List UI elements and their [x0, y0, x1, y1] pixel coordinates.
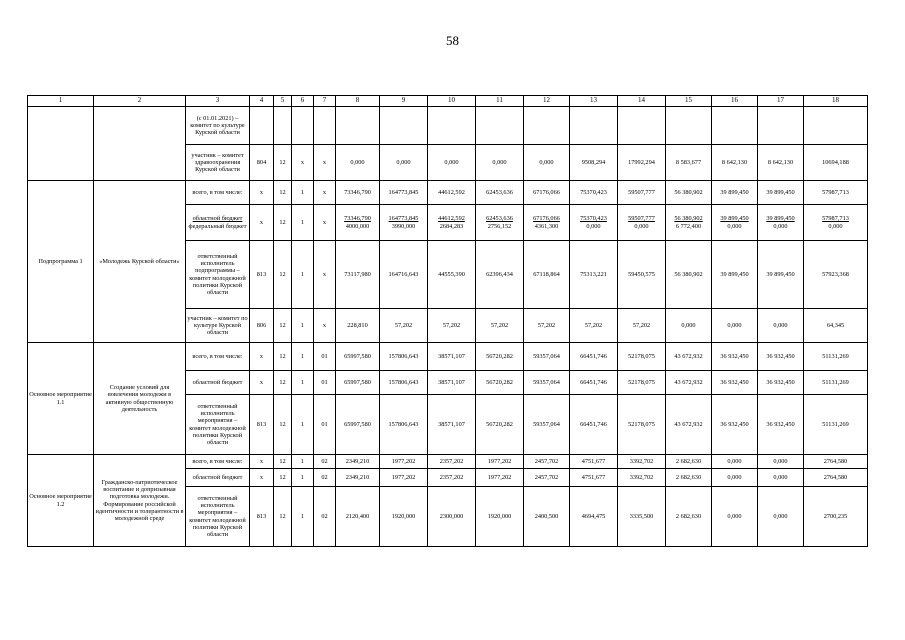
code-cell: х: [314, 241, 336, 309]
value-cell: 56720,282: [476, 371, 524, 395]
value-cell: 3392,702: [618, 469, 666, 487]
value-federal: 0,000: [586, 222, 601, 230]
code-cell: 813: [250, 487, 274, 547]
value-cell: 0,000: [758, 455, 804, 469]
code-cell: 12: [274, 395, 292, 455]
value-cell: 39 899,450: [712, 181, 758, 205]
value-cell: [380, 107, 428, 145]
value-cell: 2300,000: [428, 487, 476, 547]
code-cell: 12: [274, 343, 292, 371]
value-cell: [336, 107, 380, 145]
column-header: 1: [28, 96, 94, 107]
code-cell: 12: [274, 469, 292, 487]
row-group-title: Основное мероприятие 1.2: [28, 455, 94, 547]
row-group-title: [28, 107, 94, 181]
value-cell: 59507,777: [618, 181, 666, 205]
value-cell: 65997,580: [336, 343, 380, 371]
value-cell: [428, 205, 476, 241]
column-header: 3: [186, 96, 250, 107]
code-cell: 01: [314, 371, 336, 395]
value-cell: 1920,000: [476, 487, 524, 547]
value-cell: 0,000: [712, 487, 758, 547]
value-cell: 0,000: [758, 469, 804, 487]
value-cell: 73117,980: [336, 241, 380, 309]
value-cell: [570, 205, 618, 241]
value-cell: 75313,221: [570, 241, 618, 309]
value-federal: 4000,000: [345, 222, 370, 230]
table-row: [28, 455, 868, 469]
value-cell: 66451,746: [570, 343, 618, 371]
value-cell: 36 932,450: [758, 371, 804, 395]
code-cell: 1: [292, 309, 314, 343]
column-header: 16: [712, 96, 758, 107]
value-cell: 8 642,130: [758, 145, 804, 181]
value-cell: 57987,713: [804, 181, 868, 205]
value-cell: 65997,580: [336, 395, 380, 455]
code-cell: 1: [292, 205, 314, 241]
value-cell: 2349,210: [336, 455, 380, 469]
value-cell: 2 682,630: [666, 487, 712, 547]
code-cell: 12: [274, 371, 292, 395]
value-cell: 43 672,932: [666, 343, 712, 371]
code-cell: 12: [274, 309, 292, 343]
value-cell: 9508,294: [570, 145, 618, 181]
funding-source: ответственный исполнитель мероприятия – комитет молодежной политики Курской области: [186, 487, 250, 547]
value-regional: 73346,790: [344, 215, 371, 223]
value-cell: 2457,702: [524, 455, 570, 469]
value-cell: 0,000: [336, 145, 380, 181]
value-cell: 2764,580: [804, 455, 868, 469]
value-cell: 43 672,932: [666, 395, 712, 455]
code-cell: [314, 107, 336, 145]
value-regional: 57987,713: [822, 215, 849, 223]
column-header: 8: [336, 96, 380, 107]
value-cell: 17992,294: [618, 145, 666, 181]
column-header: 18: [804, 96, 868, 107]
code-cell: х: [250, 455, 274, 469]
value-cell: 0,000: [758, 487, 804, 547]
value-cell: 4751,677: [570, 469, 618, 487]
value-cell: 57,202: [524, 309, 570, 343]
value-cell: 44555,390: [428, 241, 476, 309]
value-cell: 59357,064: [524, 395, 570, 455]
table-row: [28, 107, 868, 145]
funding-source: областной бюджет: [186, 371, 250, 395]
budget-table: [27, 95, 868, 547]
value-regional: 39 899,450: [720, 215, 749, 223]
value-regional: 62453,636: [486, 215, 513, 223]
code-cell: 12: [274, 145, 292, 181]
value-cell: [758, 205, 804, 241]
value-cell: [380, 205, 428, 241]
value-cell: 0,000: [380, 145, 428, 181]
funding-source: участник – комитет здравоохранения Курской области: [186, 145, 250, 181]
funding-source: (с 01.01.2021) – комитет по культуре Курской области: [186, 107, 250, 145]
row-group-name: «Молодежь Курской области»: [94, 181, 186, 343]
value-cell: 10694,188: [804, 145, 868, 181]
code-cell: 1: [292, 181, 314, 205]
value-cell: 2400,500: [524, 487, 570, 547]
value-cell: 1920,000: [380, 487, 428, 547]
value-cell: 44612,592: [428, 181, 476, 205]
value-federal: 2756,152: [487, 222, 512, 230]
code-cell: 01: [314, 343, 336, 371]
value-cell: 1977,202: [380, 455, 428, 469]
column-header: 6: [292, 96, 314, 107]
value-cell: 56720,282: [476, 343, 524, 371]
value-regional: 44612,592: [438, 215, 465, 223]
value-cell: 51131,269: [804, 371, 868, 395]
value-cell: 52178,075: [618, 395, 666, 455]
value-cell: [618, 205, 666, 241]
table-row: [28, 181, 868, 205]
value-cell: 2700,235: [804, 487, 868, 547]
code-cell: 12: [274, 241, 292, 309]
value-cell: 56 380,902: [666, 241, 712, 309]
value-cell: 57,202: [476, 309, 524, 343]
value-cell: 43 672,932: [666, 371, 712, 395]
funding-source: областной бюджет: [186, 469, 250, 487]
code-cell: 1: [292, 455, 314, 469]
value-cell: 2 682,630: [666, 455, 712, 469]
value-cell: 67176,066: [524, 181, 570, 205]
value-cell: [524, 205, 570, 241]
funding-source: ответственный исполнитель подпрограммы – комитет молодежной политики Курской области: [186, 241, 250, 309]
value-cell: 2349,210: [336, 469, 380, 487]
value-cell: 62453,636: [476, 181, 524, 205]
code-cell: 12: [274, 487, 292, 547]
code-cell: 813: [250, 241, 274, 309]
value-cell: 157806,643: [380, 395, 428, 455]
value-cell: [570, 107, 618, 145]
code-cell: 1: [292, 487, 314, 547]
value-regional: 39 899,450: [766, 215, 795, 223]
column-header: 7: [314, 96, 336, 107]
code-cell: 02: [314, 455, 336, 469]
value-cell: 39 899,450: [758, 181, 804, 205]
funding-source: всего, в том числе:: [186, 181, 250, 205]
value-regional: 67176,066: [533, 215, 560, 223]
code-cell: 1: [292, 371, 314, 395]
value-cell: 157806,643: [380, 371, 428, 395]
value-cell: 59357,064: [524, 343, 570, 371]
value-cell: [804, 107, 868, 145]
column-header: 17: [758, 96, 804, 107]
value-cell: 0,000: [712, 469, 758, 487]
value-cell: 3392,702: [618, 455, 666, 469]
value-cell: 2357,202: [428, 455, 476, 469]
value-cell: 36 932,450: [758, 395, 804, 455]
value-cell: 64,345: [804, 309, 868, 343]
value-cell: 73346,790: [336, 181, 380, 205]
value-cell: 228,810: [336, 309, 380, 343]
funding-source-federal: федеральный бюджет: [188, 222, 247, 230]
code-cell: 806: [250, 309, 274, 343]
value-cell: 39 899,450: [758, 241, 804, 309]
value-cell: 36 932,450: [758, 343, 804, 371]
value-federal: 0,000: [727, 222, 742, 230]
value-cell: 56 380,902: [666, 181, 712, 205]
value-cell: 2764,580: [804, 469, 868, 487]
page-number: 58: [446, 33, 459, 48]
value-cell: 0,000: [428, 145, 476, 181]
value-cell: [804, 205, 868, 241]
column-header: 4: [250, 96, 274, 107]
value-cell: [336, 205, 380, 241]
value-cell: [476, 107, 524, 145]
value-cell: 3335,500: [618, 487, 666, 547]
code-cell: 12: [274, 181, 292, 205]
value-cell: 36 932,450: [712, 371, 758, 395]
column-header: 11: [476, 96, 524, 107]
value-federal: 0,000: [634, 222, 649, 230]
value-cell: 1977,202: [380, 469, 428, 487]
value-cell: 8 583,677: [666, 145, 712, 181]
value-cell: 65997,580: [336, 371, 380, 395]
row-group-name: Создание условий для вовлечения молодежи в активную общественную деятельность: [94, 343, 186, 455]
value-cell: 157806,643: [380, 343, 428, 371]
value-cell: 59357,064: [524, 371, 570, 395]
value-federal: 2684,283: [439, 222, 464, 230]
value-cell: 62396,434: [476, 241, 524, 309]
value-cell: 8 642,130: [712, 145, 758, 181]
value-cell: 0,000: [476, 145, 524, 181]
funding-source: всего, в том числе:: [186, 343, 250, 371]
value-cell: [758, 107, 804, 145]
value-cell: 66451,746: [570, 395, 618, 455]
value-cell: 164773,845: [380, 181, 428, 205]
code-cell: х: [250, 343, 274, 371]
value-cell: 164716,643: [380, 241, 428, 309]
value-cell: [666, 205, 712, 241]
value-federal: 4361,300: [534, 222, 559, 230]
funding-source: участник – комитет по культуре Курской области: [186, 309, 250, 343]
value-federal: 3990,000: [391, 222, 416, 230]
code-cell: 1: [292, 469, 314, 487]
value-cell: 75370,423: [570, 181, 618, 205]
value-federal: 0,000: [773, 222, 788, 230]
funding-source: всего, в том числе:: [186, 455, 250, 469]
value-cell: 0,000: [666, 309, 712, 343]
code-cell: 1: [292, 241, 314, 309]
value-cell: 38571,107: [428, 343, 476, 371]
funding-source: ответственный исполнитель мероприятия – комитет молодежной политики Курской области: [186, 395, 250, 455]
value-cell: 67118,864: [524, 241, 570, 309]
value-cell: 1977,202: [476, 455, 524, 469]
column-header: 12: [524, 96, 570, 107]
value-regional: 56 380,902: [674, 215, 703, 223]
value-cell: [618, 107, 666, 145]
value-cell: [666, 107, 712, 145]
value-regional: 75370,423: [580, 215, 607, 223]
value-federal: 6 772,400: [675, 222, 702, 230]
code-cell: х: [250, 181, 274, 205]
code-cell: 1: [292, 343, 314, 371]
code-cell: 12: [274, 205, 292, 241]
value-cell: 2120,400: [336, 487, 380, 547]
value-cell: 36 932,450: [712, 395, 758, 455]
value-cell: 39 899,450: [712, 241, 758, 309]
row-group-name: [94, 107, 186, 181]
value-cell: 2 682,630: [666, 469, 712, 487]
code-cell: [292, 107, 314, 145]
funding-source-regional: областной бюджет: [192, 215, 243, 223]
value-cell: 52178,075: [618, 343, 666, 371]
value-cell: 4751,677: [570, 455, 618, 469]
value-cell: 57,202: [570, 309, 618, 343]
column-header: 2: [94, 96, 186, 107]
value-regional: 164773,845: [388, 215, 419, 223]
code-cell: х: [314, 309, 336, 343]
code-cell: 02: [314, 487, 336, 547]
code-cell: х: [250, 205, 274, 241]
code-cell: х: [314, 145, 336, 181]
value-cell: 1977,202: [476, 469, 524, 487]
code-cell: 02: [314, 469, 336, 487]
value-cell: 57923,368: [804, 241, 868, 309]
value-cell: 51131,269: [804, 343, 868, 371]
column-header: 14: [618, 96, 666, 107]
value-cell: [428, 107, 476, 145]
value-cell: 51131,269: [804, 395, 868, 455]
value-cell: 57,202: [428, 309, 476, 343]
column-number-row: [28, 96, 868, 107]
code-cell: х: [250, 371, 274, 395]
column-header: 10: [428, 96, 476, 107]
code-cell: 12: [274, 455, 292, 469]
value-cell: 2357,202: [428, 469, 476, 487]
value-cell: 0,000: [524, 145, 570, 181]
code-cell: х: [314, 205, 336, 241]
code-cell: 01: [314, 395, 336, 455]
code-cell: х: [250, 469, 274, 487]
value-cell: 38571,107: [428, 371, 476, 395]
funding-source: [186, 205, 250, 241]
value-cell: 4694,475: [570, 487, 618, 547]
value-cell: 0,000: [712, 455, 758, 469]
code-cell: 813: [250, 395, 274, 455]
column-header: 9: [380, 96, 428, 107]
column-header: 5: [274, 96, 292, 107]
code-cell: х: [292, 145, 314, 181]
value-cell: 52178,075: [618, 371, 666, 395]
value-cell: [712, 205, 758, 241]
value-cell: 59450,575: [618, 241, 666, 309]
code-cell: 1: [292, 395, 314, 455]
value-cell: 66451,746: [570, 371, 618, 395]
value-cell: 38571,107: [428, 395, 476, 455]
value-cell: 2457,702: [524, 469, 570, 487]
value-cell: 57,202: [380, 309, 428, 343]
value-federal: 0,000: [828, 222, 843, 230]
value-cell: [476, 205, 524, 241]
row-group-title: Подпрограмма 1: [28, 181, 94, 343]
code-cell: [274, 107, 292, 145]
value-cell: 57,202: [618, 309, 666, 343]
code-cell: х: [314, 181, 336, 205]
value-cell: 0,000: [758, 309, 804, 343]
value-cell: 36 932,450: [712, 343, 758, 371]
row-group-title: Основное мероприятие 1.1: [28, 343, 94, 455]
value-cell: 56720,282: [476, 395, 524, 455]
code-cell: [250, 107, 274, 145]
code-cell: 804: [250, 145, 274, 181]
column-header: 15: [666, 96, 712, 107]
value-cell: 0,000: [712, 309, 758, 343]
value-cell: [712, 107, 758, 145]
row-group-name: Гражданско-патриотическое воспитание и допризывная подготовка молодежи. Формирование российской идентичности и толерантности в молодежной среде: [94, 455, 186, 547]
value-regional: 59507,777: [628, 215, 655, 223]
table-row: [28, 343, 868, 371]
value-cell: [524, 107, 570, 145]
column-header: 13: [570, 96, 618, 107]
